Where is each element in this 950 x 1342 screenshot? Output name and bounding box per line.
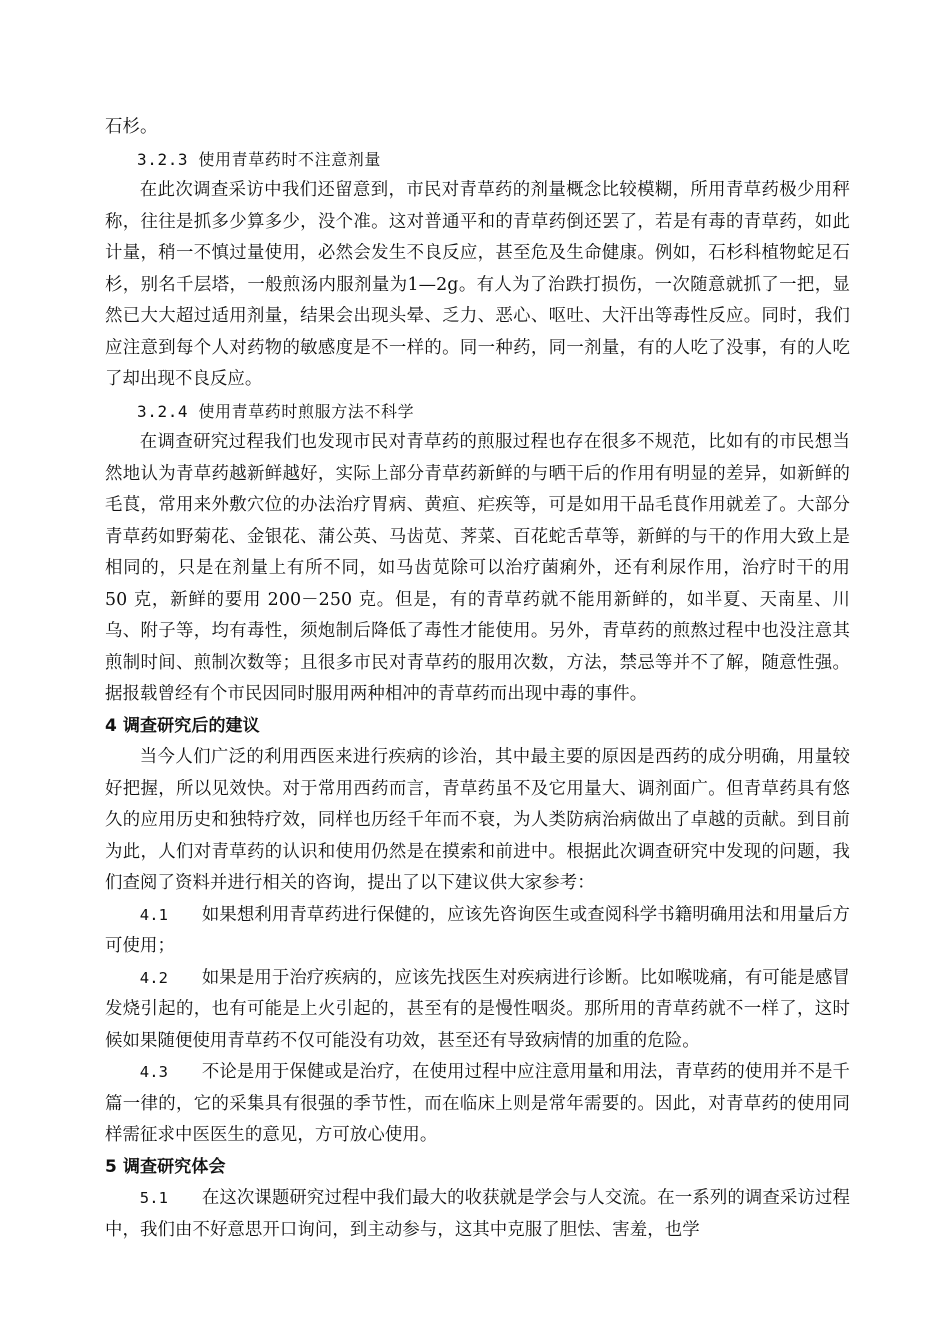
section-heading-3-2-3: 3.2.3 使用青草药时不注意剂量 <box>137 149 381 169</box>
item-number: 4.1 <box>139 905 169 924</box>
body-paragraph: 在此次调查采访中我们还留意到，市民对青草药的剂量概念比较模糊，所用青草药极少用秤称，往往是抓多少算多少，没个准。这对普通平和的青草药倒还罢了，若是有毒的青草药，如此计量，稍一不慎过量使用，必然会发生不良反应，甚至危及生命健康。例如，石杉科植物蛇足石杉，别名千层塔，一般煎汤内服剂量为1—2g。有人为了治跌打损伤，一次随意就抓了一把，显然已大大超过适用剂量，结果会出现头晕、乏力、恶心、呕吐、大汗出等毒性反应。同时，我们应注意到每个人对药物的敏感度是不一样的。同一种药，同一剂量，有的人吃了没事，有的人吃了却出现不良反应。 <box>105 180 850 389</box>
numbered-item-5-1 <box>105 1183 850 1246</box>
numbered-item-4-2 <box>105 963 850 1058</box>
continuation-text: 石杉。 <box>105 117 158 137</box>
item-number: 4.3 <box>139 1063 169 1081</box>
numbered-item-4-3 <box>105 1057 850 1152</box>
item-text: 不论是用于保健或是治疗，在使用过程中应注意用量和用法，青草药的使用并不是千篇一律的，它的采集具有很强的季节性，而在临床上则是常年需要的。因此，对青草药的使用同样需征求中医医生的意见，方可放心使用。 <box>105 1062 850 1145</box>
section-heading-3-2-4: 3.2.4 使用青草药时煎服方法不科学 <box>137 401 415 421</box>
numbered-item-4-1 <box>105 900 850 963</box>
item-text: 如果是用于治疗疾病的，应该先找医生对疾病进行诊断。比如喉咙痛，有可能是感冒发烧引起的，也有可能是上火引起的，甚至有的是慢性咽炎。那所用的青草药就不一样了，这时候如果随便使用青草药不仅可能没有功效，甚至还有导致病情的加重的危险。 <box>105 967 850 1051</box>
section-heading-4: 4 调查研究后的建议 <box>105 715 260 736</box>
section-heading-5: 5 调查研究体会 <box>105 1156 226 1177</box>
document-page <box>105 112 850 1246</box>
item-number: 4.2 <box>139 968 169 987</box>
body-paragraph: 在调查研究过程我们也发现市民对青草药的煎服过程也存在很多不规范，比如有的市民想当然地认为青草药越新鲜越好，实际上部分青草药新鲜的与晒干后的作用有明显的差异，如新鲜的毛茛，常用来外敷穴位的办法治疗胃病、黄疸、疟疾等，可是如用干品毛茛作用就差了。大部分青草药如野菊花、金银花、蒲公英、马齿苋、荠菜、百花蛇舌草等，新鲜的与干的作用大致上是相同的，只是在剂量上有所不同，如马齿苋除可以治疗菌痢外，还有利尿作用，治疗时干的用 50 克，新鲜的要用 200－250 克。但是，有的青草药就不能用新鲜的，如半夏、天南星、川乌、附子等，均有毒性，须炮制后降低了毒性才能使用。另外，青草药的煎熬过程中也没注意其煎制时间、煎制次数等；且很多市民对青草药的服用次数，方法，禁忌等并不了解，随意性强。据报载曾经有个市民因同时服用两种相冲的青草药而出现中毒的事件。 <box>105 432 850 704</box>
item-text: 在这次课题研究过程中我们最大的收获就是学会与人交流。在一系列的调查采访过程中，我们由不好意思开口询问，到主动参与，这其中克服了胆怯、害羞，也学 <box>105 1188 850 1240</box>
item-text: 如果想利用青草药进行保健的，应该先咨询医生或查阅科学书籍明确用法和用量后方可使用； <box>105 904 850 956</box>
body-paragraph: 当今人们广泛的利用西医来进行疾病的诊治，其中最主要的原因是西药的成分明确，用量较好把握，所以见效快。对于常用西药而言，青草药虽不及它用量大、调剂面广。但青草药具有悠久的应用历史和独特疗效，同样也历经千年而不衰，为人类防病治病做出了卓越的贡献。到目前为此，人们对青草药的认识和使用仍然是在摸索和前进中。根据此次调查研究中发现的问题，我们查阅了资料并进行相关的咨询，提出了以下建议供大家参考： <box>105 747 850 893</box>
item-number: 5.1 <box>139 1189 169 1207</box>
